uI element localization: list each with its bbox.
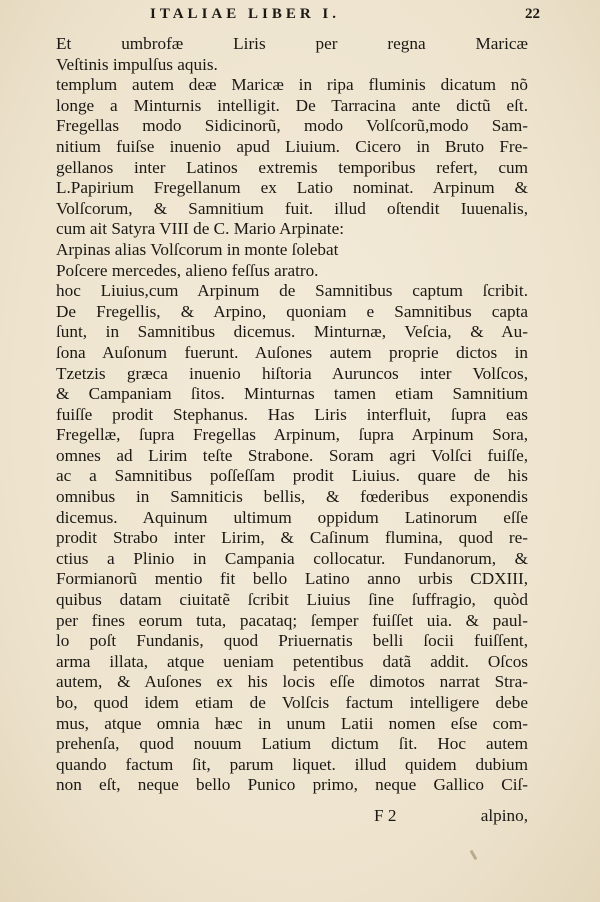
paper-blemish <box>470 850 478 860</box>
text-line: templum autem deæ Maricæ in ripa fluminis dicatum nõ <box>56 75 528 95</box>
text-line: omnibus in Samniticis bellis, & fœderibus exponendis <box>56 487 528 507</box>
text-line: Fregellas modo Sidicinorũ, modo Volſcorũ,modo Sam- <box>56 116 528 136</box>
text-line: Formianorũ mentio fit bello Latino anno urbis CDXIII, <box>56 569 528 589</box>
text-line: fuiſſe prodit Stephanus. Has Liris interfluit, ſupra eas <box>56 404 528 424</box>
text-line: autem, & Auſones ex his locis eſſe dimotos narrat Stra- <box>56 672 528 692</box>
text-line: Et umbrofæ Liris per regna Maricæ <box>56 34 528 53</box>
text-line: ſona Auſonum fuerunt. Auſones autem proprie dictos in <box>56 342 528 362</box>
running-title: ITALIAE LIBER I. <box>150 6 341 22</box>
text-line: ſunt, in Samnitibus dicemus. Minturnæ, Veſcia, & Au- <box>56 322 528 342</box>
text-line: per fines eorum tuta, pacataq; ſemper fuiſſet uia. & paul- <box>56 610 528 630</box>
text-line: quibus datam ciuitatẽ ſcribit Liuius ſine ſuffragio, quòd <box>56 590 528 610</box>
text-line: quando factum ſit, parum liquet. illud quidem dubium <box>56 754 528 774</box>
text-line: prodit Strabo inter Lirim, & Caſinum flumina, quod re- <box>56 528 528 548</box>
text-line: arma illata, atque ueniam petentibus datã addit. Oſcos <box>56 651 528 671</box>
text-line: ac a Samnitibus poſſeſſam prodit Liuius. quare de his <box>56 466 528 486</box>
text-line: bo, quod idem etiam de Volſcis factum intelligere debe <box>56 693 528 712</box>
text-line: prehenſa, quod nouum Latium dictum ſit. Hoc autem <box>56 734 528 754</box>
signature-mark: F 2 <box>374 806 397 825</box>
text-line: mus, atque omnia hæc in unum Latii nomen eſse com- <box>56 713 528 733</box>
text-line: hoc Liuius,cum Arpinum de Samnitibus captum ſcribit. <box>56 281 528 301</box>
text-block <box>56 34 528 796</box>
text-line: Poſcere mercedes, alieno feſſus aratro. <box>56 260 319 280</box>
text-line: lo poſt Fundanis, quod Priuernatis belli ſocii fuiſſent, <box>56 631 528 651</box>
text-line: ctius a Plinio in Campania collocatur. Fundanorum, & <box>56 548 528 568</box>
text-line: Arpinas alias Volſcorum in monte ſolebat <box>56 239 339 259</box>
text-line: & Campaniam ſitos. Minturnas tamen etiam Samnitium <box>56 384 528 404</box>
text-line: L.Papirium Fregellanum ex Latio nominat. Arpinum & <box>56 178 528 198</box>
text-line: Veſtinis impulſus aquis. <box>56 54 218 74</box>
text-line: omnes ad Lirim teſte Strabone. Soram agri Volſci fuiſſe, <box>56 445 528 465</box>
text-line: non eſt, neque bello Punico primo, neque Gallico Ciſ- <box>56 775 528 795</box>
text-line: cum ait Satyra VIII de C. Mario Arpinate: <box>56 219 344 239</box>
text-line: longe a Minturnis intelligit. De Tarracina ante dictũ eſt. <box>56 95 528 115</box>
text-line: De Fregellis, & Arpino, quoniam e Samnitibus capta <box>56 301 528 321</box>
text-line: gellanos inter Latinos extremis temporibus refert, cum <box>56 157 528 177</box>
text-line: Tzetzis græca inuenio hiſtoria Auruncos inter Volſcos, <box>56 363 528 383</box>
text-line: nitium fuiſse inuenio apud Liuium. Cicero in Bruto Fre- <box>56 136 528 156</box>
catchword: alpino, <box>480 806 528 825</box>
text-line: Fregellæ, ſupra Fregellas Arpinum, ſupra Arpinum Sora, <box>56 425 528 445</box>
text-line: Volſcorum, & Samnitium fuit. illud oſtendit Iuuenalis, <box>56 198 528 218</box>
text-line: dicemus. Aquinum ultimum oppidum Latinorum eſſe <box>56 507 528 527</box>
page-number: 22 <box>525 6 540 22</box>
